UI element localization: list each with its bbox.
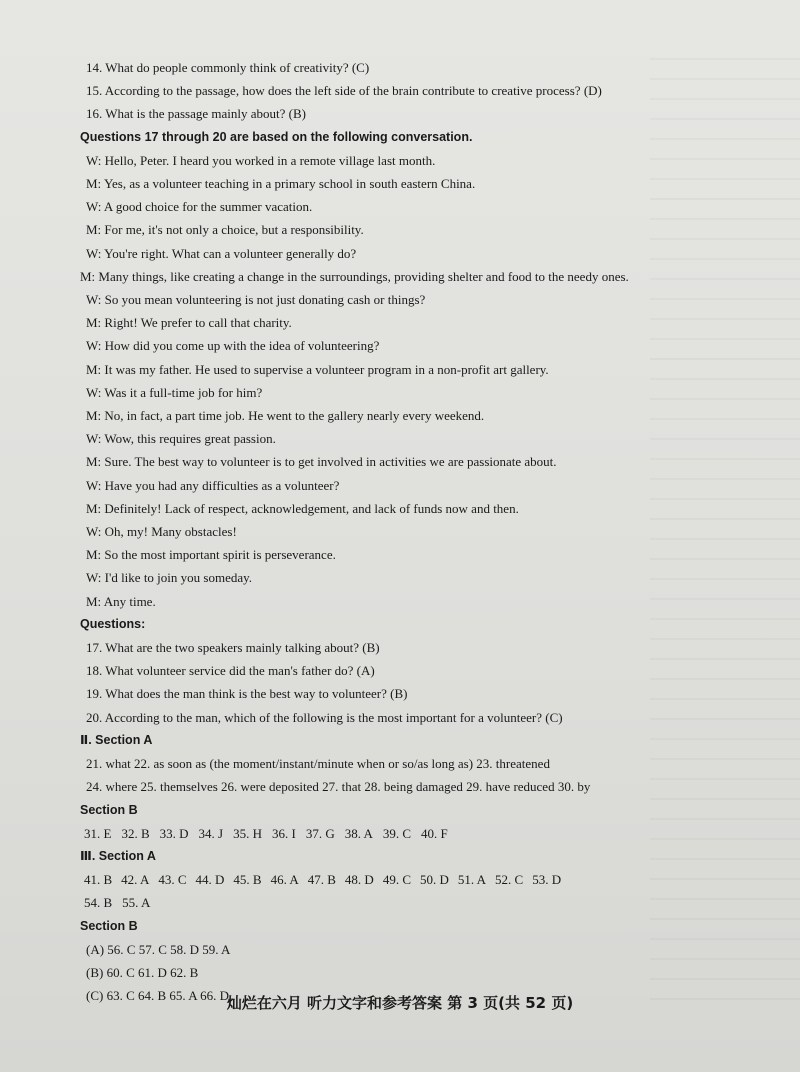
section-2a-answers-line: 24. where 25. themselves 26. were deposited 27. that 28. being damaged 29. have reduced 30. by — [86, 779, 591, 795]
answer: 33. D — [159, 825, 189, 841]
answer: 31. E — [84, 825, 112, 841]
question-19: 19. What does the man think is the best way to volunteer? (B) — [86, 686, 408, 702]
dialogue-line: W: A good choice for the summer vacation. — [86, 199, 313, 215]
dialogue-line: M: It was my father. He used to supervise a volunteer program in a non-profit art gallery. — [86, 361, 549, 377]
section-3a-answers-row-1 — [80, 868, 690, 891]
section-2b-answers — [80, 822, 690, 845]
questions-label: Questions: — [80, 616, 146, 631]
dialogue-line: W: So you mean volunteering is not just donating cash or things? — [86, 292, 426, 308]
page-footer: 灿烂在六月 听力文字和参考答案 第 3 页(共 52 页) — [226, 994, 574, 1012]
section-3b-answers-b: (B) 60. C 61. D 62. B — [86, 964, 199, 980]
answer: 48. D — [344, 872, 374, 888]
answer: 52. C — [495, 872, 524, 888]
dialogue-line: M: Definitely! Lack of respect, acknowledgement, and lack of funds now and then. — [86, 500, 519, 516]
dialogue-line: W: I'd like to join you someday. — [86, 570, 253, 586]
answer: 53. D — [532, 872, 562, 888]
answer: 34. J — [198, 825, 224, 841]
question-16: 16. What is the passage mainly about? (B) — [86, 106, 306, 122]
answer: 55. A — [122, 895, 151, 911]
answer: 47. B — [307, 872, 336, 888]
conversation-heading: Questions 17 through 20 are based on the following conversation. — [80, 129, 473, 144]
question-17: 17. What are the two speakers mainly talking about? (B) — [86, 640, 380, 656]
dialogue-line: W: How did you come up with the idea of volunteering? — [86, 338, 380, 354]
dialogue-line: M: Right! We prefer to call that charity. — [86, 315, 292, 331]
dialogue-line: M: Yes, as a volunteer teaching in a primary school in south eastern China. — [86, 176, 476, 192]
dialogue-line: M: For me, it's not only a choice, but a responsibility. — [86, 222, 364, 238]
answer: 32. B — [121, 825, 150, 841]
answer: 35. H — [233, 825, 262, 841]
dialogue-line: W: Was it a full-time job for him? — [86, 384, 263, 400]
answer: 45. B — [233, 872, 262, 888]
answer: 40. F — [421, 825, 448, 841]
answer: 38. A — [344, 825, 373, 841]
dialogue-line: M: So the most important spirit is perseverance. — [86, 547, 336, 563]
answer: 54. B — [84, 895, 113, 911]
question-18: 18. What volunteer service did the man's father do? (A) — [86, 663, 375, 679]
dialogue-line: M: No, in fact, a part time job. He went to the gallery nearly every weekend. — [86, 408, 485, 424]
answer: 44. D — [195, 872, 225, 888]
answer: 41. B — [84, 872, 113, 888]
section-2b-label: Section B — [80, 802, 138, 817]
section-3a-answers-row-2 — [80, 891, 690, 914]
question-20: 20. According to the man, which of the following is the most important for a volunteer? (C) — [86, 709, 563, 725]
answer: 43. C — [158, 872, 187, 888]
dialogue-line: W: Have you had any difficulties as a volunteer? — [86, 477, 340, 493]
dialogue — [80, 149, 690, 613]
dialogue-line: W: You're right. What can a volunteer generally do? — [86, 245, 357, 261]
dialogue-line: M: Any time. — [86, 593, 156, 609]
answer: 49. C — [382, 872, 411, 888]
section-2a-label: Ⅱ. Section A — [80, 732, 153, 747]
answer: 51. A — [457, 872, 487, 888]
section-3b-answers-a: (A) 56. C 57. C 58. D 59. A — [86, 941, 231, 957]
answer-key-content — [80, 56, 690, 1007]
dialogue-line: W: Oh, my! Many obstacles! — [86, 524, 237, 540]
answer: 46. A — [270, 872, 299, 888]
section-3b-answers-c: (C) 63. C 64. B 65. A 66. D — [86, 988, 230, 1004]
dialogue-line: M: Sure. The best way to volunteer is to get involved in activities we are passionate about. — [86, 454, 557, 470]
answer: 37. G — [305, 825, 335, 841]
answer: 36. I — [271, 825, 296, 841]
answer: 50. D — [419, 872, 449, 888]
dialogue-line: W: Wow, this requires great passion. — [86, 431, 276, 447]
section-3b-label: Section B — [80, 918, 138, 933]
section-3a-label: Ⅲ. Section A — [80, 848, 156, 863]
dialogue-line: M: Many things, like creating a change in the surroundings, providing shelter and food to the needy ones. — [80, 268, 629, 284]
answer: 42. A — [121, 872, 150, 888]
question-14: 14. What do people commonly think of creativity? (C) — [86, 60, 370, 75]
answer: 39. C — [382, 825, 412, 841]
dialogue-line: W: Hello, Peter. I heard you worked in a remote village last month. — [86, 152, 436, 168]
question-15: 15. According to the passage, how does the left side of the brain contribute to creative process? (D) — [86, 83, 602, 99]
section-2a-answers-line: 21. what 22. as soon as (the moment/instant/minute when or so/as long as) 23. threatened — [86, 756, 550, 772]
